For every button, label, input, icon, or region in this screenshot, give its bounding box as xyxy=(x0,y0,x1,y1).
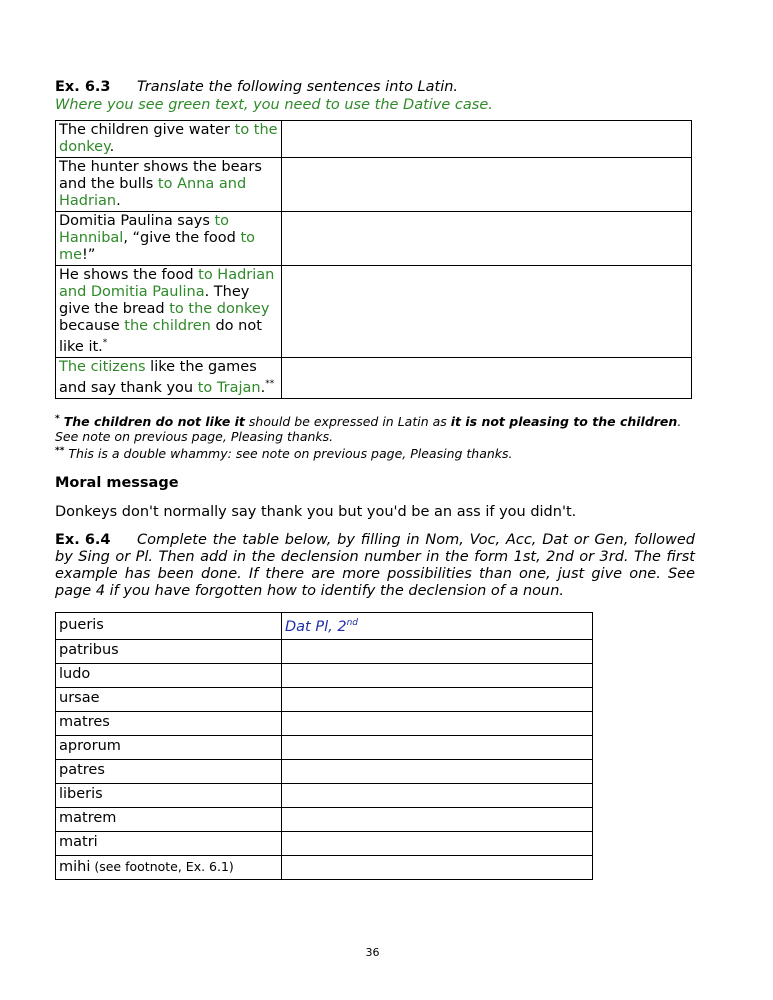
footnote-1-line2: See note on previous page, Pleasing thanks. xyxy=(55,428,334,444)
sentence-cell xyxy=(56,266,282,358)
footnote-1-mid: should be expressed in Latin as xyxy=(244,413,451,429)
word: aprorum xyxy=(59,738,121,755)
sentence-text: . xyxy=(260,379,266,396)
dative-phrase: to Hadrian and Domitia Paulina xyxy=(59,267,275,300)
sentence-cell xyxy=(56,158,282,212)
table-row xyxy=(56,807,593,831)
table-row xyxy=(56,639,593,663)
table-row xyxy=(56,212,692,266)
footnote-2 xyxy=(55,444,695,461)
footnote-2-text: This is a double whammy: see note on previous page, Pleasing thanks. xyxy=(64,445,513,461)
table-row xyxy=(56,612,593,639)
word-cell xyxy=(56,783,282,807)
word: matres xyxy=(59,714,110,731)
sentence-text: , “give the food xyxy=(123,230,241,246)
sentence-text: He shows the food xyxy=(59,267,199,283)
footnote-2-mark: ** xyxy=(55,445,65,456)
declension-table xyxy=(55,612,593,880)
footnote-1-phrase: The children do not like it xyxy=(63,413,245,429)
answer-cell[interactable] xyxy=(282,711,593,735)
table-row xyxy=(56,121,692,158)
table-row xyxy=(56,158,692,212)
moral-heading: Moral message xyxy=(55,474,179,491)
answer-cell[interactable] xyxy=(282,687,593,711)
answer-cell[interactable] xyxy=(282,759,593,783)
word: matrem xyxy=(59,810,117,827)
sentence-text: . They give the bread xyxy=(59,284,250,317)
footnote-1 xyxy=(55,412,695,429)
sentence-cell xyxy=(56,121,282,158)
ex64-header xyxy=(55,532,695,600)
sentence-cell xyxy=(56,212,282,266)
dative-phrase: to Hannibal xyxy=(59,213,230,246)
table-row xyxy=(56,357,692,398)
word-cell xyxy=(56,663,282,687)
translation-table xyxy=(55,120,692,399)
word: matri xyxy=(59,834,98,851)
word-cell xyxy=(56,687,282,711)
ex63-dative-note: Where you see green text, you need to use the Dative case. xyxy=(55,97,493,113)
word: patribus xyxy=(59,642,119,659)
table-row xyxy=(56,711,593,735)
footnotes xyxy=(55,412,695,461)
answer-cell[interactable] xyxy=(282,831,593,855)
sentence-text: The children give water xyxy=(59,122,235,138)
sentence-text: . xyxy=(116,193,121,209)
table-row xyxy=(56,759,593,783)
example-answer-sup: nd xyxy=(346,617,358,628)
answer-cell[interactable] xyxy=(281,357,691,398)
ex63-number: Ex. 6.3 xyxy=(55,79,111,95)
ex63-instruction: Translate the following sentences into Latin. xyxy=(137,79,459,95)
table-row xyxy=(56,855,593,879)
dative-phrase: the children xyxy=(124,318,211,334)
word: ursae xyxy=(59,690,100,707)
sentence-text: because xyxy=(59,318,125,334)
footnote-mark: * xyxy=(102,338,108,348)
word-cell xyxy=(56,735,282,759)
word: mihi xyxy=(59,858,91,875)
ex64-number: Ex. 6.4 xyxy=(55,531,111,548)
table-row xyxy=(56,687,593,711)
answer-cell[interactable] xyxy=(281,121,691,158)
answer-cell[interactable] xyxy=(282,807,593,831)
dative-phrase: to Trajan xyxy=(197,379,261,396)
dative-phrase: to the donkey xyxy=(59,122,278,155)
table-row xyxy=(56,783,593,807)
table-row xyxy=(56,663,593,687)
answer-cell[interactable] xyxy=(281,266,691,358)
word: patres xyxy=(59,762,105,779)
word-cell xyxy=(56,711,282,735)
sentence-text: like the games and say thank you xyxy=(59,358,257,396)
word: liberis xyxy=(59,786,103,803)
word: ludo xyxy=(59,666,91,683)
word: pueris xyxy=(59,616,104,633)
answer-cell[interactable] xyxy=(282,783,593,807)
dative-phrase: The citizens xyxy=(59,358,146,375)
sentence-cell xyxy=(56,357,282,398)
sentence-text: do not like it. xyxy=(59,318,262,355)
sentence-text: The hunter shows the bears and the bulls xyxy=(59,159,262,192)
example-answer-cell xyxy=(282,612,593,639)
answer-cell[interactable] xyxy=(282,639,593,663)
answer-cell[interactable] xyxy=(282,855,593,879)
word-cell xyxy=(56,831,282,855)
answer-cell[interactable] xyxy=(282,663,593,687)
table-row xyxy=(56,266,692,358)
dative-phrase: to me xyxy=(59,230,256,263)
word-cell xyxy=(56,807,282,831)
footnote-1-end: . xyxy=(677,413,682,429)
page-number: 36 xyxy=(365,946,380,959)
page-content xyxy=(55,78,695,880)
moral-text: Donkeys don't normally say thank you but you'd be an ass if you didn't. xyxy=(55,503,577,520)
ex64-instruction: Complete the table below, by filling in Nom, Voc, Acc, Dat or Gen, followed by Sing or Pl. Then add in the declension number in the form 1st, 2nd or 3rd. The first example has been done. If there are more possibilities than one, just give one. See page 4 if you have forgotten how to identify the declension of a noun. xyxy=(55,531,695,599)
table-row xyxy=(56,831,593,855)
footnote-1-latin: it is not pleasing to the children xyxy=(450,413,678,429)
answer-cell[interactable] xyxy=(282,735,593,759)
answer-cell[interactable] xyxy=(281,158,691,212)
dative-phrase: to Anna and Hadrian xyxy=(59,176,247,209)
ex63-header xyxy=(55,78,695,114)
sentence-text: . xyxy=(109,139,115,155)
table-row xyxy=(56,735,593,759)
word-cell xyxy=(56,855,282,879)
word-cell xyxy=(56,639,282,663)
word-cell xyxy=(56,612,282,639)
dative-phrase: to the donkey xyxy=(169,301,270,317)
example-answer: Dat Pl, 2 xyxy=(285,618,347,635)
footnote-mark: ** xyxy=(265,378,275,389)
sentence-text: Domitia Paulina says xyxy=(59,213,215,229)
word-note: (see footnote, Ex. 6.1) xyxy=(90,858,234,874)
word-cell xyxy=(56,759,282,783)
answer-cell[interactable] xyxy=(281,212,691,266)
sentence-text: !” xyxy=(82,247,96,263)
footnote-1-mark: * xyxy=(55,413,60,424)
